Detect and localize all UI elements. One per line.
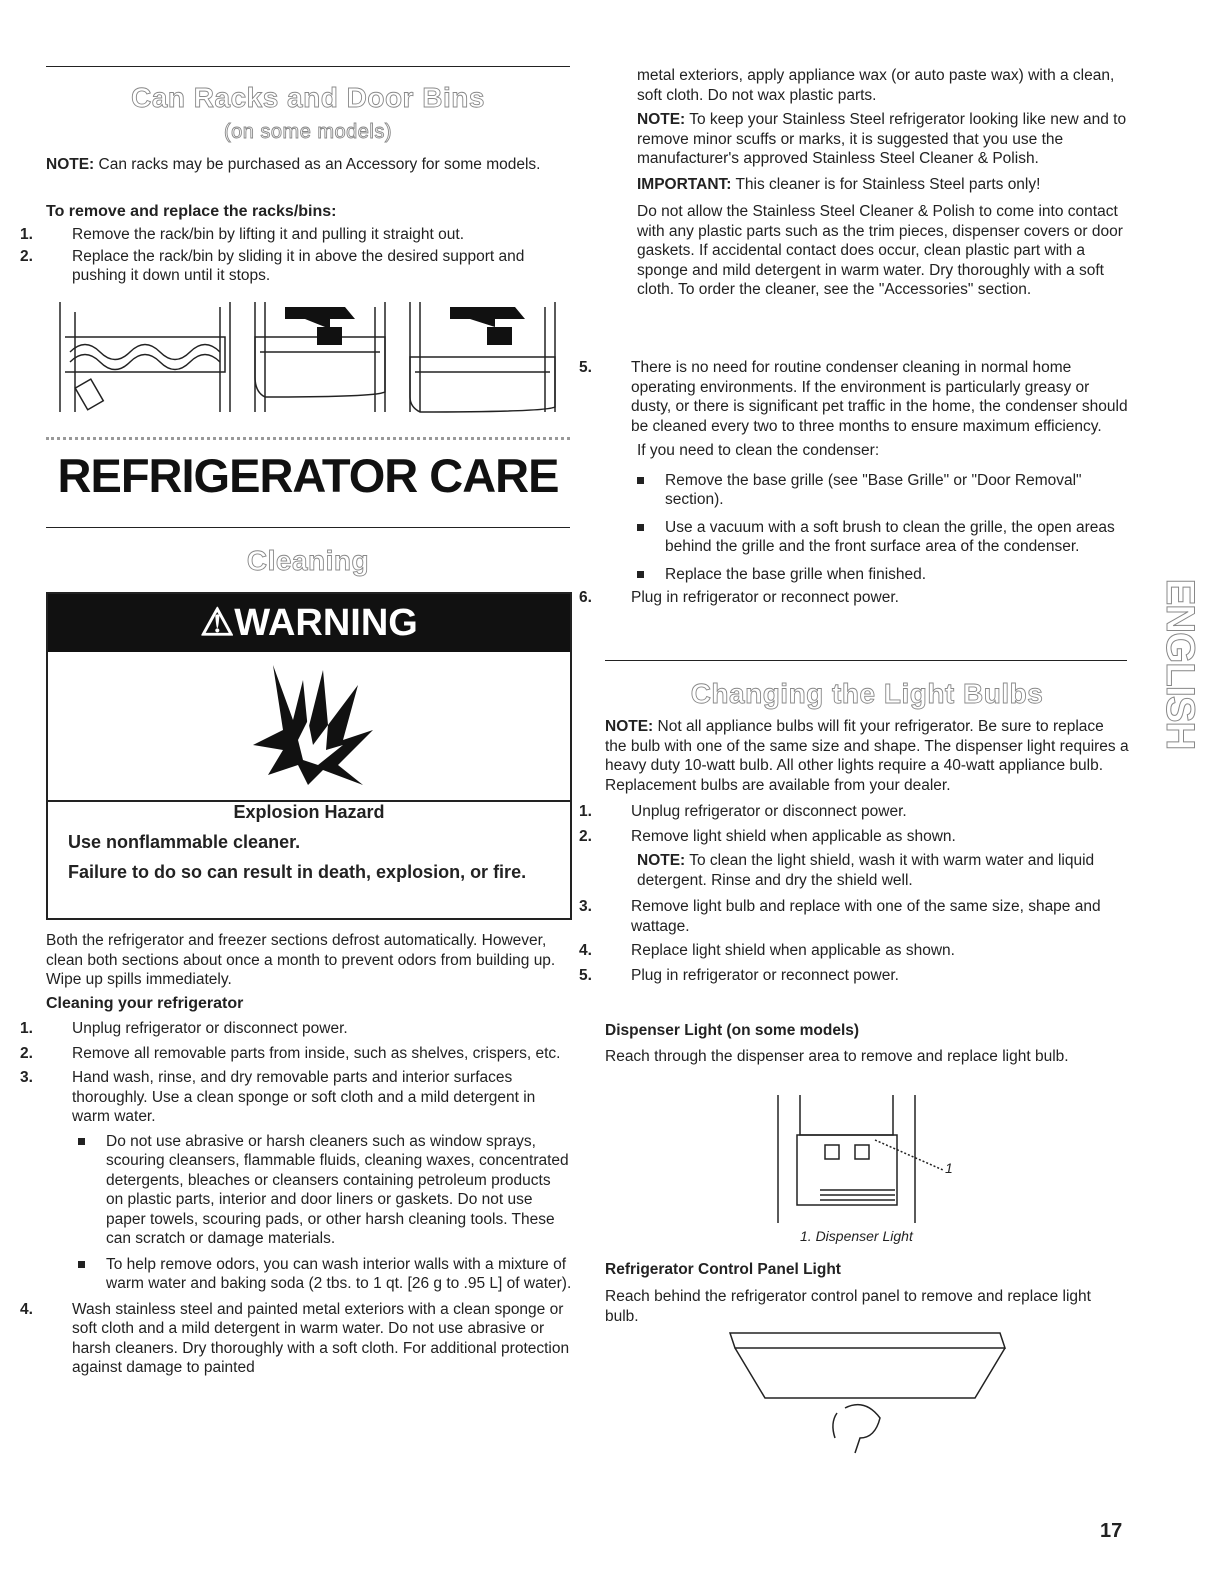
callout-number: 1	[945, 1160, 953, 1176]
list-item: 1. Remove the rack/bin by lifting it and pulling it straight out.	[20, 226, 465, 243]
warning-triangle-icon: ⚠	[200, 602, 235, 644]
right-column	[605, 66, 1129, 300]
can-racks-subhead: To remove and replace the racks/bins:	[46, 203, 337, 220]
list-item: Do not use abrasive or harsh cleaners such as window sprays, scouring cleansers, flammable fluids, cleaning waxes, concentrated detergents, bleaches or cleansers containing petroleum products on plastic parts, interior and door liners or gaskets. Do not use paper towels, scouring pads, or other harsh cleaning tools. These can scratch or damage materials.	[46, 1132, 572, 1249]
list-item: 2. Replace the rack/bin by sliding it in above the desired support and pushing it down until it stops.	[20, 247, 525, 284]
panel-text: Reach behind the refrigerator control panel to remove and replace light bulb.	[605, 1288, 1091, 1325]
important-note: IMPORTANT: This cleaner is for Stainless Steel parts only!	[637, 175, 1041, 193]
control-panel-illustration	[725, 1328, 1010, 1458]
dispenser-light-illustration	[775, 1095, 955, 1225]
list-item: 5. There is no need for routine condenser cleaning in normal home operating environments. If the environment is particularly greasy or dusty, or there is significant pet traffic in the home, the condenser should be cleaned every two to three months to ensure maximum efficiency.	[579, 359, 1128, 435]
can-racks-steps	[20, 225, 572, 286]
warning-banner: ⚠WARNING	[48, 594, 570, 652]
dispenser-text: Reach through the dispenser area to remove and replace light bulb.	[605, 1048, 1069, 1065]
rack-bin-illustration	[55, 297, 570, 417]
list-item: 2. Remove all removable parts from inside, such as shelves, crispers, etc.	[20, 1044, 561, 1062]
main-title: REFRIGERATOR CARE	[57, 449, 559, 502]
dispenser-caption: 1. Dispenser Light	[800, 1228, 913, 1244]
panel-head: Refrigerator Control Panel Light	[605, 1261, 841, 1278]
warning-line-2: Failure to do so can result in death, explosion, or fire.	[68, 862, 527, 882]
bulbs-section: NOTE: Not all appliance bulbs will fit your refrigerator. Be sure to replace the bulb with one of the same size and shape. The dispenser light requires a heavy duty 10-watt bulb. All other lights require a 40-watt appliance bulb. Replacement bulbs are available from your dealer. 1. Unplug refrigerator or disconnect power. 2. Remove light shield when applicable as shown. NOTE: To clean the light shield, wash it with warm water and liquid detergent. Rinse and dry the shield well. 3. Remove light bulb and replace with one of the same size, shape and wattage. 4. Replace light shield when applicable as shown. 5. Plug in refrigerator or reconnect power.	[579, 718, 1129, 984]
list-item: 4. Replace light shield when applicable as shown.	[579, 942, 955, 959]
bulbs-rule	[605, 660, 1127, 661]
cleaning-steps	[20, 1019, 572, 1378]
cleaning-rule	[46, 527, 570, 528]
stainless-note: NOTE: To keep your Stainless Steel refrigerator looking like new and to remove minor scuffs or marks, it is suggested that you use the manufacturer's approved Stainless Steel Cleaner & Polish.	[637, 111, 1127, 167]
condenser-section: 5. There is no need for routine condenser cleaning in normal home operating environments. If the environment is particularly greasy or dusty, or there is significant pet traffic in the home, the condenser should be cleaned every two to three months to ensure maximum efficiency. If you need to clean the condenser: Remove the base grille (see "Base Grille" or "Door Removal" section). Use a vacuum with a soft brush to clean the grille, the open areas behind the grille and the front surface area of the condenser. Replace the base grille when finished. 6. Plug in refrigerator or reconnect power.	[579, 359, 1128, 606]
list-item: Remove the base grille (see "Base Grille" or "Door Removal" section).	[605, 471, 1129, 510]
hazard-title: Explosion Hazard	[233, 802, 385, 822]
dotted-divider	[46, 437, 570, 440]
cleaning-intro: Both the refrigerator and freezer sections defrost automatically. However, clean both sections about once a month to prevent odors from building up. Wipe up spills immediately.	[46, 932, 556, 988]
cleaning-subhead: Cleaning your refrigerator	[46, 995, 244, 1012]
explosion-icon	[248, 660, 378, 790]
list-item: Use a vacuum with a soft brush to clean the grille, the open areas behind the grille and the front surface area of the condenser.	[605, 518, 1129, 557]
contact-text: Do not allow the Stainless Steel Cleaner & Polish to come into contact with any plastic parts such as the trim pieces, dispenser covers or door gaskets. If accidental contact does occur, clean plastic part with a sponge and mild detergent in warm water. Dry thoroughly with a soft cloth. To order the cleaner, see the "Accessories" section.	[637, 203, 1123, 298]
list-item: 6. Plug in refrigerator or reconnect power.	[579, 589, 899, 606]
list-item: 4. Wash stainless steel and painted metal exteriors with a clean sponge or soft cloth and a mild detergent in warm water. Do not use abrasive or harsh cleaners. Dry thoroughly with a soft cloth. For additional protection against damage to painted	[20, 1300, 570, 1376]
cleaning-title: Cleaning	[246, 545, 370, 576]
bulbs-title: Changing the Light Bulbs	[690, 678, 1044, 709]
language-tab: ENGLISH	[1158, 563, 1202, 765]
list-item: 3. Remove light bulb and replace with one of the same size, shape and wattage.	[579, 898, 1101, 935]
stainless-continued: metal exteriors, apply appliance wax (or auto paste wax) with a clean, soft cloth. Do not wax plastic parts.	[637, 67, 1115, 104]
list-item: 1. Unplug refrigerator or disconnect power.	[20, 1020, 348, 1037]
list-item: To help remove odors, you can wash interior walls with a mixture of warm water and baking soda (2 tbs. to 1 qt. [26 g to .95 L] of water).	[46, 1255, 572, 1294]
can-racks-title: Can Racks and Door Bins	[131, 82, 485, 113]
list-item: 3. Hand wash, rinse, and dry removable parts and interior surfaces thoroughly. Use a clean sponge or soft cloth and a mild detergent in warm water.	[20, 1069, 536, 1125]
warning-box	[46, 592, 572, 920]
page-number: 17	[1100, 1520, 1123, 1542]
list-item: 1. Unplug refrigerator or disconnect power.	[579, 803, 907, 820]
dispenser-head: Dispenser Light (on some models)	[605, 1022, 860, 1039]
list-item: 5. Plug in refrigerator or reconnect power.	[579, 966, 899, 984]
list-item: Replace the base grille when finished.	[605, 565, 1129, 585]
list-item: 2. Remove light shield when applicable as shown.	[579, 827, 956, 845]
can-racks-subtitle: (on some models)	[223, 121, 393, 143]
can-racks-note: NOTE: Can racks may be purchased as an Accessory for some models.	[46, 156, 541, 173]
warning-line-1: Use nonflammable cleaner.	[68, 832, 301, 852]
top-rule	[46, 66, 570, 67]
